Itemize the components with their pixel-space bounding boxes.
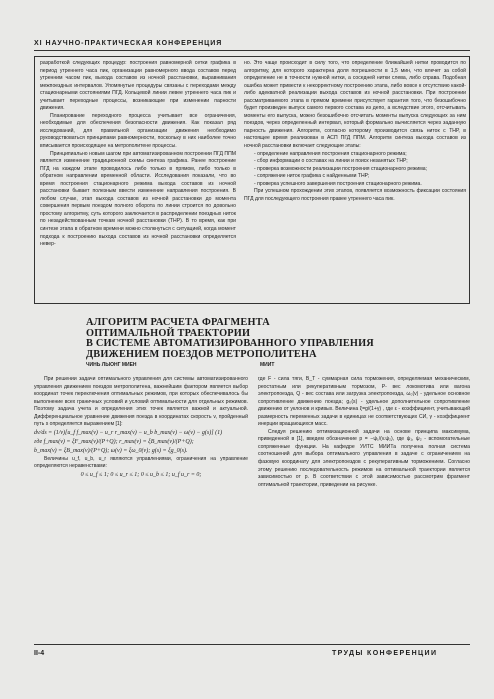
equation-definition: где f_max(v) = ξF_max(v)/(P+Q); r_max(v) = ξB_max(v)/(P+Q); <box>34 438 194 445</box>
paragraph: Следуя решению оптимизационной задачи на основе принципа максимума, приведенной в [1], введем обозначение p = −ψ₁/(v.ψ₂), где ψ₁, ψ₂ - вспомогательные сопряженные функции. На кафедре УИТС МИИТа получена полная система соотношений для выбора оптимального управления в задаче с ограничением на фазовую координату для электропоездов с рекуперативным торможением. Согласно этому решению последовательность режимов на оптимальной траектории является зависимостью от p. В соответствии с этой зависимостью рассмотрим фрагмент оптимальной траектории, приведении на рисунке. <box>258 428 470 488</box>
article-left-column <box>34 376 248 634</box>
header-rule <box>34 50 470 51</box>
paragraph: разработкой следующих процедур: построения равномерной сетки графика в период утреннего часа пик, организации равномерного ввода составов перед утренним часом пик, выхода составов из ночной расстановки, выравнивания межпоездных интервалов. Упомянутые процедуры связаны с переходами между стационарными состояниями ПГД. Кольцевой линии левее утреннего часа пик и учитывает переходные процессы, возникающие при изменении парности движения. <box>40 60 236 112</box>
previous-article-left-column <box>40 60 236 300</box>
list-item: - проверка успешного завершения построения стационарного режима. <box>254 180 422 187</box>
title-line: ДВИЖЕНИЕМ ПОЕЗДОВ МЕТРОПОЛИТЕНА <box>86 348 317 360</box>
title-line: ОПТИМАЛЬНОЙ ТРАЕКТОРИИ <box>86 327 251 339</box>
equation-definition: b_max(v) = ξB_max(v)/(P+Q); ω(v) = ξω_0(v); g(s) = ξg_0(s). <box>34 447 188 454</box>
paragraph: При решении задачи оптимального управления для системы автоматизированного управления движением поездов метрополитена, важнейшим фактором является выбор координат точек переключения оптимальных режимов, при которых обеспечивалось бы выполнение всех граничных условий и условий оптимальности для отдельных режимов. Поэтому задача учета и определения этих точек является важной и актуальной. Дифференциальное уравнение движения поезда в координатах скорость v, пройденный путь s определяется выражением [1]: <box>34 376 248 428</box>
equation-motion: dv/ds = (1/v)[u_f f_max(v) − u_r r_max(v) − u_b b_max(v) − ω(v) − g(s)] (1) <box>34 429 223 436</box>
title-line: АЛГОРИТМ РАСЧЕТА ФРАГМЕНТА <box>86 317 270 328</box>
paragraph: Принципиально новым шагом при автоматизированном построении ПГД ППМ является изменение традиционной схемы синтеза графика. Ранее построение ПГД на каждом этапе проводилось либо только в прямом, либо только в обратном направлении временной области. Исследования показали, что во время построения стационарного режима выхода составов из ночной расстановки бывает полезным ввести изменение направления построения. В любом случае, этап выхода составов из ночной расстановки до момента совершения первым поездом полного оборота по линии строится по довольно простому алгоритму, суть которого заключается в распределении поездных ниток по незадействованным точкам ночной расстановки (ТНР). В то время, как при синтезе этапа в обратном времени можно столкнуться с ситуацией, когда момент подхода к построению выхода составов из ночной расстановки определяется невер- <box>40 150 236 248</box>
paragraph: но. Это чаще происходит в силу того, что определение ближайшей нитки проводится по алгоритму, для которого характерна доля погрешности в 1,5 мин, что влечет за собой определение не в точности нужной нитки, а соседней нитки слева, либо справа. Подобная ошибка может привести к некорректному построению этапа, либо вовсе к отсутствию какой-либо адекватной реализации выхода составов из ночной расстановки. При построении рассматриваемого этапа в прямом времени присутствует гарантия того, что безошибочно будет произведен выпуск самого первого состава из депо, а вследствие этого, отсчитывать моменты его выпуска, можно безошибочно отсчитать моменты выпуска следующих за ним поездов, через определенный интервал, который формально вычисляется через заданную парность движения. Алгоритм, согласно которому производится связь ниток с ТНР, в настоящее время реализован в АСП ПГД ППМ. Алгоритм синтеза выхода составов из ночной расстановки включает следующие этапы: <box>244 60 466 150</box>
list-item: - сопряжение ниток графика с найденными ТНР; <box>254 173 370 180</box>
author-organization: МИИТ <box>260 362 275 368</box>
list-item: - сбор информации о составах на линии и поиск незанятых ТНР; <box>254 158 408 165</box>
title-line: В СИСТЕМЕ АВТОМАТИЗИРОВАННОГО УПРАВЛЕНИЯ <box>86 338 374 349</box>
list-item: - проверка возможности реализации построения стационарного режима; <box>254 165 427 172</box>
list-item: - определение направления построения стационарного режима; <box>254 150 407 157</box>
paragraph: При успешном прохождении этих этапов, появляется возможность фиксации состояния ПГД для последующего построения правее утреннего часа пик. <box>244 188 466 202</box>
page-number: II-4 <box>34 650 45 657</box>
previous-article-right-column <box>244 60 466 300</box>
running-header: XI НАУЧНО-ПРАКТИЧЕСКАЯ КОНФЕРЕНЦИЯ <box>34 40 223 47</box>
author-name: ЧИНЬ ЛЫОНГ МИЕН <box>86 362 137 368</box>
paragraph: где F - сила тяги, B_T - суммарная сила торможения, определяемая механическим, реостатным или рекуперативным тормозом, P- вес локомотива или вагона электропоезда, Q - вес состава или загрузка электропоезда, ω₀(v) - удельное основное сопротивление движению поезда; g₀(s) - удельное дополнительное сопротивление движению от уклонов и кривых. Величина ξ=g/(1+γ) , где ε - коэффициент, учитывающий размерность переменных задачи в единицах не соответствующих СИ, γ - коэффициент инерции вращающихся масс. <box>258 376 470 428</box>
paragraph: Величины u_f, u_b, u_r являются управлениями, ограничения на управление определяются неравенствами: <box>34 455 248 470</box>
journal-title: ТРУДЫ КОНФЕРЕНЦИИ <box>332 650 438 657</box>
footer-rule <box>34 644 470 645</box>
paragraph: Планирование переходного процесса учитывает все ограничения, необходимые для обеспечения безопасности движения. Как показал ряд исследований, для правильной организации движения необходимо руководствоваться принципами равномерности, поскольку в них наиболее точно вписывается происходящее на метрополитене процессы. <box>40 112 236 150</box>
article-title <box>86 318 386 360</box>
algorithm-steps-list <box>244 151 466 189</box>
equation-constraints: 0 ≤ u_f ≤ 1; 0 ≤ u_r ≤ 1; 0 ≤ u_b ≤ 1; u_f u_r = 0; <box>80 471 202 478</box>
article-right-column <box>258 376 470 634</box>
